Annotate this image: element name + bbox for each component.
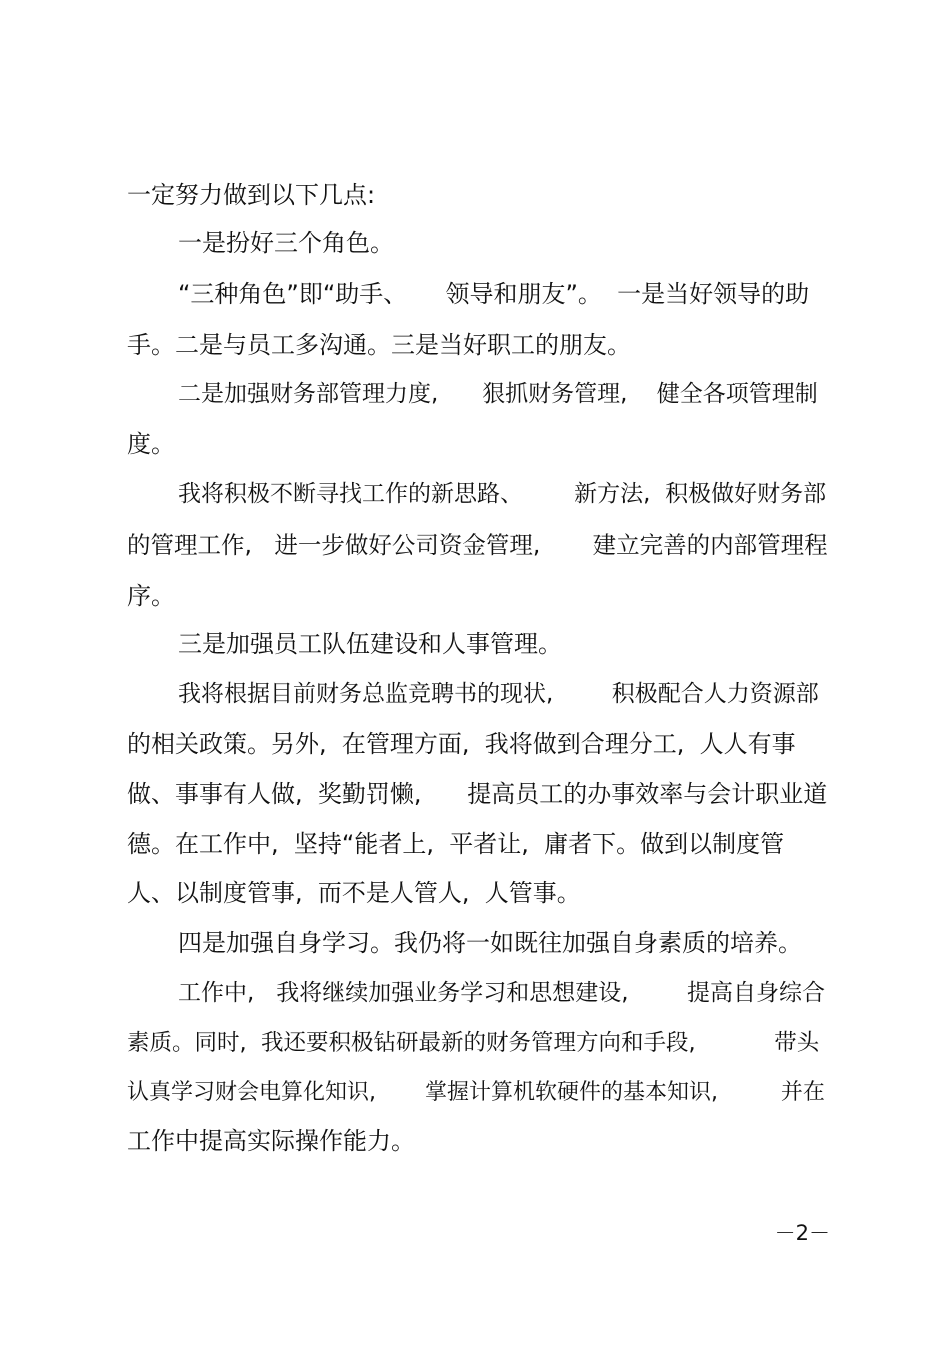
- text-line: 四是加强自身学习。我仍将一如既往加强自身素质的培养。: [178, 929, 802, 957]
- text-line: “三种角色”即“助手、 领导和朋友”。 一是当好领导的助: [178, 280, 810, 308]
- text-line: 德。在工作中, 坚持“能者上, 平者让, 庸者下。做到以制度管: [127, 830, 785, 858]
- text-line: 二是加强财务部管理力度, 狠抓财务管理, 健全各项管理制: [178, 381, 818, 407]
- text-line: 的相关政策。另外, 在管理方面, 我将做到合理分工, 人人有事: [127, 730, 796, 758]
- text-line: 工作中提高实际操作能力。: [127, 1127, 415, 1155]
- text-line: 的管理工作, 进一步做好公司资金管理, 建立完善的内部管理程: [127, 531, 828, 559]
- text-line: 我将积极不断寻找工作的新思路、 新方法, 积极做好财务部: [178, 481, 827, 507]
- text-line: 序。: [127, 582, 175, 610]
- text-line: 人、以制度管事, 而不是人管人, 人管事。: [127, 879, 581, 907]
- text-line: 工作中, 我将继续加强业务学习和思想建设, 提高自身综合: [178, 980, 826, 1006]
- text-line: 度。: [127, 430, 175, 458]
- text-line: 做、事事有人做, 奖勤罚懒, 提高员工的办事效率与会计职业道: [127, 780, 828, 808]
- text-line: 认真学习财会电算化知识, 掌握计算机软硬件的基本知识, 并在: [127, 1080, 825, 1105]
- text-line: 三是加强员工队伍建设和人事管理。: [178, 630, 562, 658]
- text-line: 我将根据目前财务总监竞聘书的现状, 积极配合人力资源部: [178, 681, 819, 707]
- text-line: 手。二是与员工多沟通。三是当好职工的朋友。: [127, 331, 631, 359]
- page-number: －2－: [774, 1221, 830, 1245]
- text-line: 一是扮好三个角色。: [178, 229, 394, 257]
- text-line: 一定努力做到以下几点:: [127, 181, 376, 209]
- text-line: 素质。同时, 我还要积极钻研最新的财务管理方向和手段, 带头: [127, 1030, 820, 1056]
